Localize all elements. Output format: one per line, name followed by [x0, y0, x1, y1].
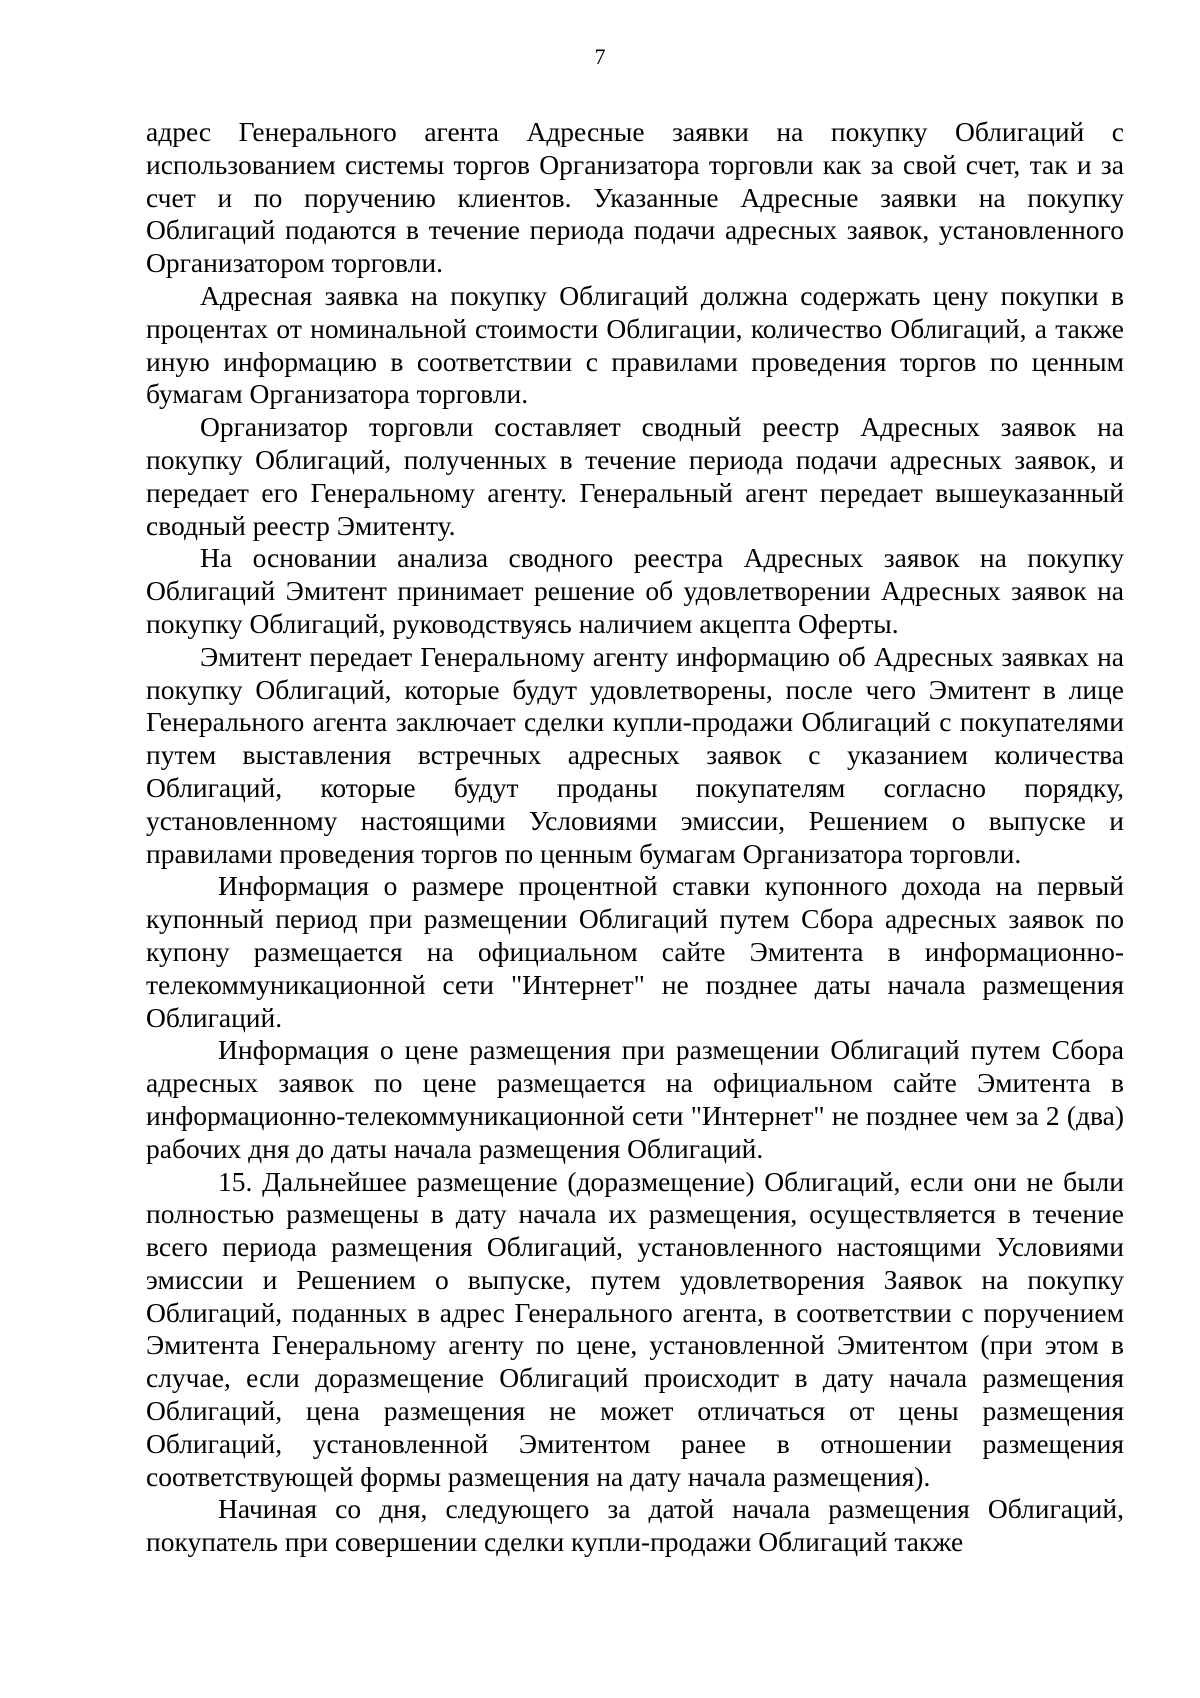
paragraph-placement-price-info: Информация о цене размещения при размещении Облигаций путем Сбора адресных заявок по цене размещается на официальном сайте Эмитента в информационно-телекоммуникационной сети "Интернет" не позднее чем за 2 (два) рабочих дня до даты начала размещения Облигаций. [146, 1034, 1124, 1164]
paragraph-continuation: адрес Генерального агента Адресные заявки на покупку Облигаций с использованием системы торгов Организатора торговли как за свой счет, так и за счет и по поручению клиентов. Указанные Адресные заявки на покупку Облигаций подаются в течение периода подачи адресных заявок, установленного Организатором торговли. [146, 116, 1124, 279]
document-body [146, 116, 1124, 1559]
paragraph-starting-next-day: Начиная со дня, следующего за датой начала размещения Облигаций, покупатель при совершении сделки купли-продажи Облигаций также [146, 1493, 1124, 1558]
paragraph-issuer-transfers-info: Эмитент передает Генеральному агенту информацию об Адресных заявках на покупку Облигаций, которые будут удовлетворены, после чего Эмитент в лице Генерального агента заключает сделки купли-продажи Облигаций с покупателями путем выставления встречных адресных заявок с указанием количества Облигаций, которые будут проданы покупателям согласно порядку, установленному настоящими Условиями эмиссии, Решением о выпуске и правилами проведения торгов по ценным бумагам Организатора торговли. [146, 640, 1124, 869]
paragraph-item-15-additional-placement: 15. Дальнейшее размещение (доразмещение) Облигаций, если они не были полностью размещены в дату начала их размещения, осуществляется в течение всего периода размещения Облигаций, установленного настоящими Условиями эмиссии и Решением о выпуске, путем удовлетворения Заявок на покупку Облигаций, поданных в адрес Генерального агента, в соответствии с поручением Эмитента Генеральному агенту по цене, установленной Эмитентом (при этом в случае, если доразмещение Облигаций происходит в дату начала размещения Облигаций, цена размещения не может отличаться от цены размещения Облигаций, установленной Эмитентом ранее в отношении размещения соответствующей формы размещения на дату начала размещения). [146, 1165, 1124, 1492]
page-number: 7 [594, 44, 606, 69]
paragraph-summary-register: Организатор торговли составляет сводный реестр Адресных заявок на покупку Облигаций, полученных в течение периода подачи адресных заявок, и передает его Генеральному агенту. Генеральный агент передает вышеуказанный сводный реестр Эмитенту. [146, 411, 1124, 541]
paragraph-issuer-decision: На основании анализа сводного реестра Адресных заявок на покупку Облигаций Эмитент принимает решение об удовлетворении Адресных заявок на покупку Облигаций, руководствуясь наличием акцепта Оферты. [146, 542, 1124, 639]
paragraph-coupon-rate-info: Информация о размере процентной ставки купонного дохода на первый купонный период при размещении Облигаций путем Сбора адресных заявок по купону размещается на официальном сайте Эмитента в информационно-телекоммуникационной сети "Интернет" не позднее даты начала размещения Облигаций. [146, 870, 1124, 1033]
paragraph-address-bid-content: Адресная заявка на покупку Облигаций должна содержать цену покупки в процентах от номинальной стоимости Облигации, количество Облигаций, а также иную информацию в соответствии с правилами проведения торгов по ценным бумагам Организатора торговли. [146, 279, 1124, 410]
